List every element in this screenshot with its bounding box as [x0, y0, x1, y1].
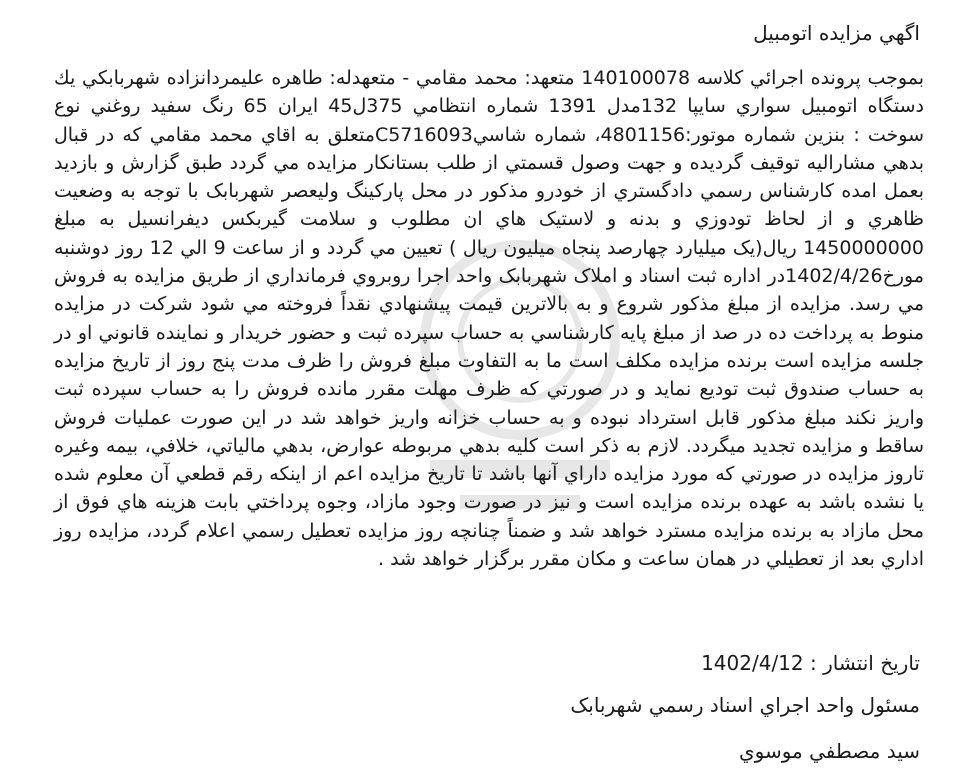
- signer-name: سيد مصطفي موسوي: [738, 739, 920, 763]
- issuing-office: مسئول واحد اجراي اسناد رسمي شهربابک: [570, 693, 920, 717]
- notice-body-text: بموجب پرونده اجرائي كلاسه 140100078 متعهد: محمد مقامي - متعهدله: طاهره عليمردانزاده شهربابكي يك دستگاه اتومبيل سواري سايپا 132مدل 1391 شماره انتظامي 375ل45 ايران 65 رنگ سفيد روغني نوع سوخت : بنزين شماره موتور:4801156، شماره شاسيC5716093متعلق به اقاي محمد مقامي كه در قبال بدهي مشاراليه توقيف گرديده و جهت وصول قسمتي از طلب بستانكار مزايده مي گردد طبق گزارش و بازديد بعمل امده كارشناس رسمي دادگستري از خودرو مذكور در محل پاركينگ وليعصر شهربابک با توجه به وضعيت ظاهري و از لحاظ تودوزي و بدنه و لاستيک هاي ان مطلوب و سلامت گيربكس ديفرانسيل به مبلغ 1450000000 ريال(يک ميليارد چهارصد پنجاه ميليون ريال ) تعيين مي گردد و از ساعت 9 الي 12 روز دوشنبه مورخ1402/4/26در اداره ثبت اسناد و املاک شهربابک واحد اجرا روبروي فرمانداري از طريق مزايده به فروش مي رسد. مزايده از مبلغ مذكور شروع و به بالاترين قيمت پيشنهادي نقداً فروخته مي شود شركت در مزايده منوط به پرداخت ده در صد از مبلغ پايه كارشناسي به حساب سپرده ثبت و حضور خريدار و نماينده قانوني او در جلسه مزايده است برنده مزايده مكلف است ما به التفاوت مبلغ فروش را ظرف مدت پنج روز از تاريخ مزايده به حساب صندوق ثبت توديع نمايد و در صورتي كه ظرف مهلت مقرر مانده فروش را به حساب سپرده ثبت واريز نكند مبلغ مذكور قابل استرداد نبوده و به حساب خزانه واريز خواهد شد در اين صورت عمليات فروش ساقط و مزايده تجديد ميگردد. لازم به ذكر است كليه بدهي مربوطه عوارض، بدهي مالياتي، خلافي، بيمه وغيره تاروز مزايده در صورتي كه مورد مزايده داراي آنها باشد تا تاريخ مزايده اعم از اينكه رقم قطعي آن معلوم شده يا نشده باشد به عهده برنده مزايده است و نيز در صورت وجود مازاد، وجوه پرداختي بابت هزينه هاي فوق از محل مازاد به برنده مزايده مسترد خواهد شد و ضمناً چنانچه روز مزايده تعطيل رسمي اعلام گردد، مزايده روز اداري بعد از تعطيلي در همان ساعت و مكان مقرر برگزار خواهد شد .: [54, 67, 925, 571]
- publish-date: تاريخ انتشار : 1402/4/12: [701, 651, 920, 675]
- page-title: اگهي مزايده اتومبيل: [753, 21, 920, 45]
